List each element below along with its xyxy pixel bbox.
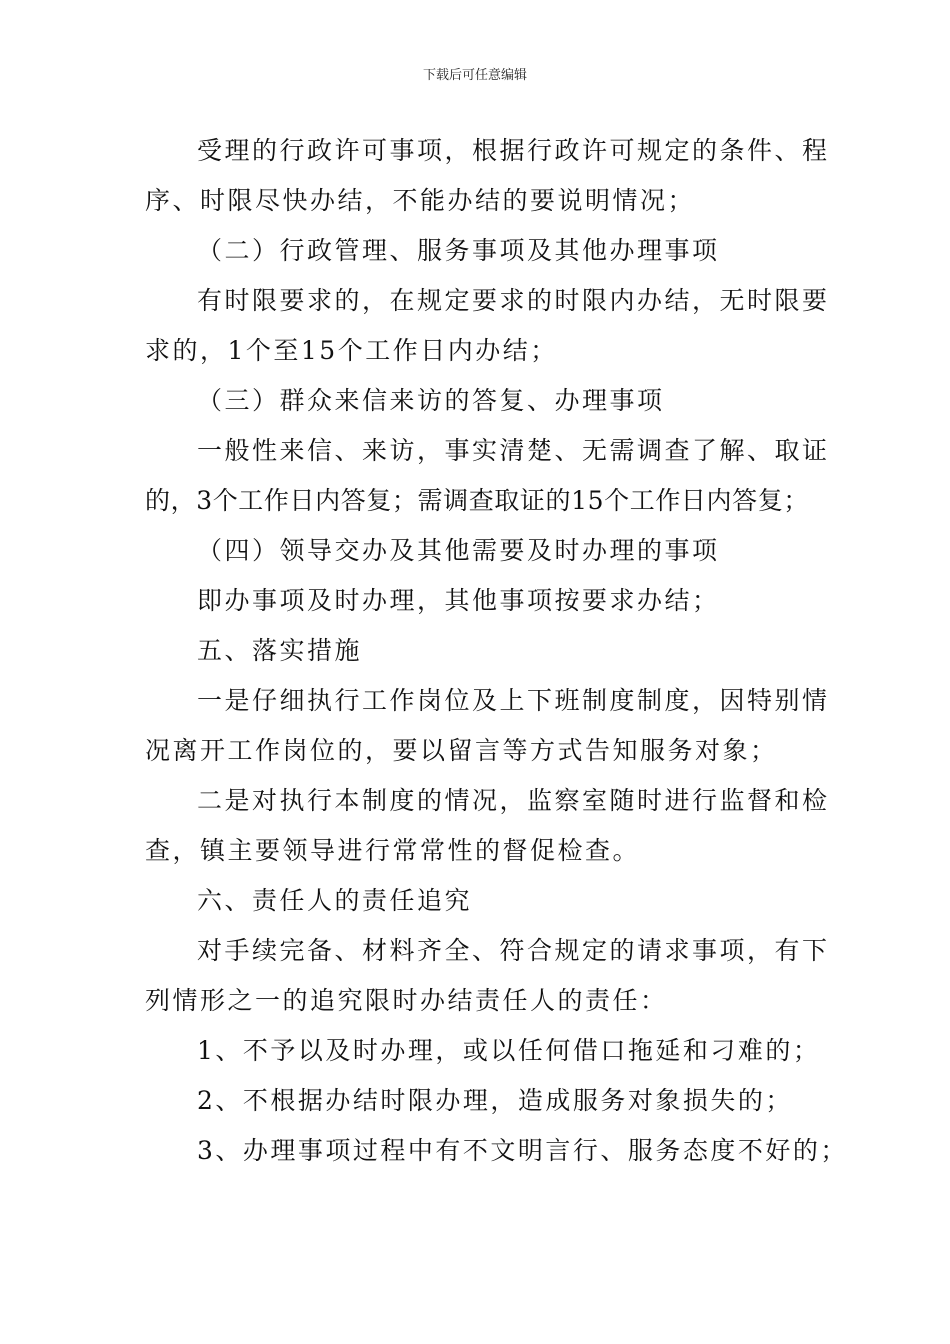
body-line: 况离开工作岗位的，要以留言等方式告知服务对象； bbox=[145, 736, 778, 765]
document-body bbox=[145, 126, 848, 1176]
body-line: 有时限要求的，在规定要求的时限内办结，无时限要 bbox=[197, 286, 830, 315]
section-heading: （三）群众来信来访的答复、办理事项 bbox=[197, 386, 665, 415]
body-line: 一般性来信、来访，事实清楚、无需调查了解、取证 bbox=[197, 436, 830, 465]
section-heading: 五、落实措施 bbox=[197, 636, 363, 665]
section-heading: 六、责任人的责任追究 bbox=[197, 886, 473, 915]
body-line: 对手续完备、材料齐全、符合规定的请求事项，有下 bbox=[197, 936, 830, 965]
body-line: 即办事项及时办理，其他事项按要求办结； bbox=[197, 586, 720, 615]
body-line: 求的，1个至15个工作日内办结； bbox=[145, 336, 558, 365]
body-line: 的，3个工作日内答复；需调查取证的15个工作日内答复； bbox=[145, 486, 809, 515]
page-header: 下载后可任意编辑 bbox=[422, 68, 527, 83]
body-line: 二是对执行本制度的情况，监察室随时进行监督和检 bbox=[197, 786, 830, 815]
list-item: 1、不予以及时办理，或以任何借口拖延和刁难的； bbox=[197, 1036, 821, 1065]
list-item: 2、不根据办结时限办理，造成服务对象损失的； bbox=[197, 1086, 793, 1115]
body-line: 受理的行政许可事项，根据行政许可规定的条件、程 bbox=[197, 136, 830, 165]
body-line: 查，镇主要领导进行常常性的督促检查。 bbox=[145, 836, 641, 865]
body-line: 序、时限尽快办结，不能办结的要说明情况； bbox=[145, 186, 696, 215]
body-line: 列情形之一的追究限时办结责任人的责任： bbox=[145, 986, 668, 1015]
body-line: 一是仔细执行工作岗位及上下班制度制度，因特别情 bbox=[197, 686, 830, 715]
section-heading: （二）行政管理、服务事项及其他办理事项 bbox=[197, 236, 720, 265]
list-item: 3、办理事项过程中有不文明言行、服务态度不好的； bbox=[197, 1136, 848, 1165]
section-heading: （四）领导交办及其他需要及时办理的事项 bbox=[197, 536, 720, 565]
